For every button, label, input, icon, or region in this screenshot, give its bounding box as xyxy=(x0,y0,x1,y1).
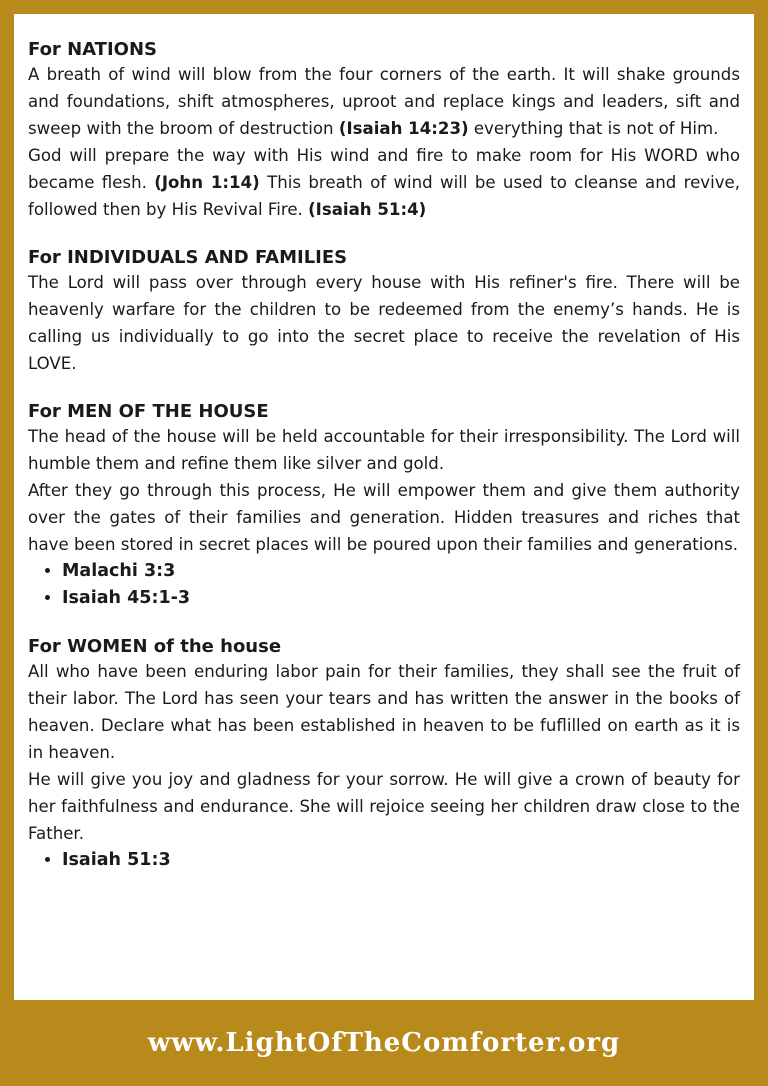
scripture-list xyxy=(28,847,740,874)
section-heading: For NATIONS xyxy=(28,39,157,60)
scripture-reference: (John 1:14) xyxy=(154,173,260,192)
section-paragraph xyxy=(28,477,740,558)
paragraph-text: This breath of wind will be used to cleanse and revive, followed then by His Revival Fire. xyxy=(28,173,741,219)
section-paragraph xyxy=(28,61,740,142)
scripture-reference: (Isaiah 14:23) xyxy=(338,119,469,138)
section-paragraph xyxy=(28,142,740,223)
paragraph-text: everything that is not of Him. xyxy=(468,119,719,138)
section-heading: For INDIVIDUALS AND FAMILIES xyxy=(28,247,348,268)
scripture-list xyxy=(28,558,740,612)
section-paragraph xyxy=(28,658,740,766)
paragraph-text: A breath of wind will blow from the four corners of the earth. It will shake grounds and foundations, shift atmospheres, uproot and replace kings and leaders, sift and sweep with the broom of destruction xyxy=(28,65,740,138)
section-heading: For MEN OF THE HOUSE xyxy=(28,401,269,422)
paragraph-text: God will prepare the way with His wind and fire to make room for His WORD who became flesh. xyxy=(28,146,740,192)
section xyxy=(28,400,740,612)
scripture-list-item: • Isaiah 51:3 xyxy=(62,847,740,874)
document-page xyxy=(14,14,754,1000)
scripture-list-item: • Isaiah 45:1-3 xyxy=(62,585,740,612)
paragraph-text: All who have been enduring labor pain for their families, they shall see the fruit of their labor. The Lord has seen your tears and has written the answer in the books of heaven. Declare what has been established in heaven to be fuflilled on earth as it is in heaven. xyxy=(28,662,740,762)
paragraph-text: He will give you joy and gladness for your sorrow. He will give a crown of beauty for her faithfulness and endurance. She will rejoice seeing her children draw close to the Father. xyxy=(28,770,740,843)
paragraph-text: The Lord will pass over through every house with His refiner's fire. There will be heavenly warfare for the children to be redeemed from the enemy’s hands. He is calling us individually to go into the secret place to receive the revelation of His LOVE. xyxy=(28,273,740,373)
section xyxy=(28,635,740,874)
section-paragraph xyxy=(28,269,740,377)
paragraph-text: After they go through this process, He will empower them and give them authority over the gates of their families and generation. Hidden treasures and riches that have been stored in secret places will be poured upon their families and generations. xyxy=(28,481,740,554)
section-paragraph xyxy=(28,423,740,477)
section-paragraph xyxy=(28,766,740,847)
section-heading: For WOMEN of the house xyxy=(28,636,282,657)
website-url: www.LightOfTheComforter.org xyxy=(147,1028,621,1058)
section xyxy=(28,38,740,223)
scripture-list-item: • Malachi 3:3 xyxy=(62,558,740,585)
paragraph-text: The head of the house will be held accountable for their irresponsibility. The Lord will humble them and refine them like silver and gold. xyxy=(28,427,740,473)
document-content xyxy=(28,38,740,874)
scripture-reference: (Isaiah 51:4) xyxy=(308,200,427,219)
section xyxy=(28,246,740,377)
footer xyxy=(0,1000,768,1086)
